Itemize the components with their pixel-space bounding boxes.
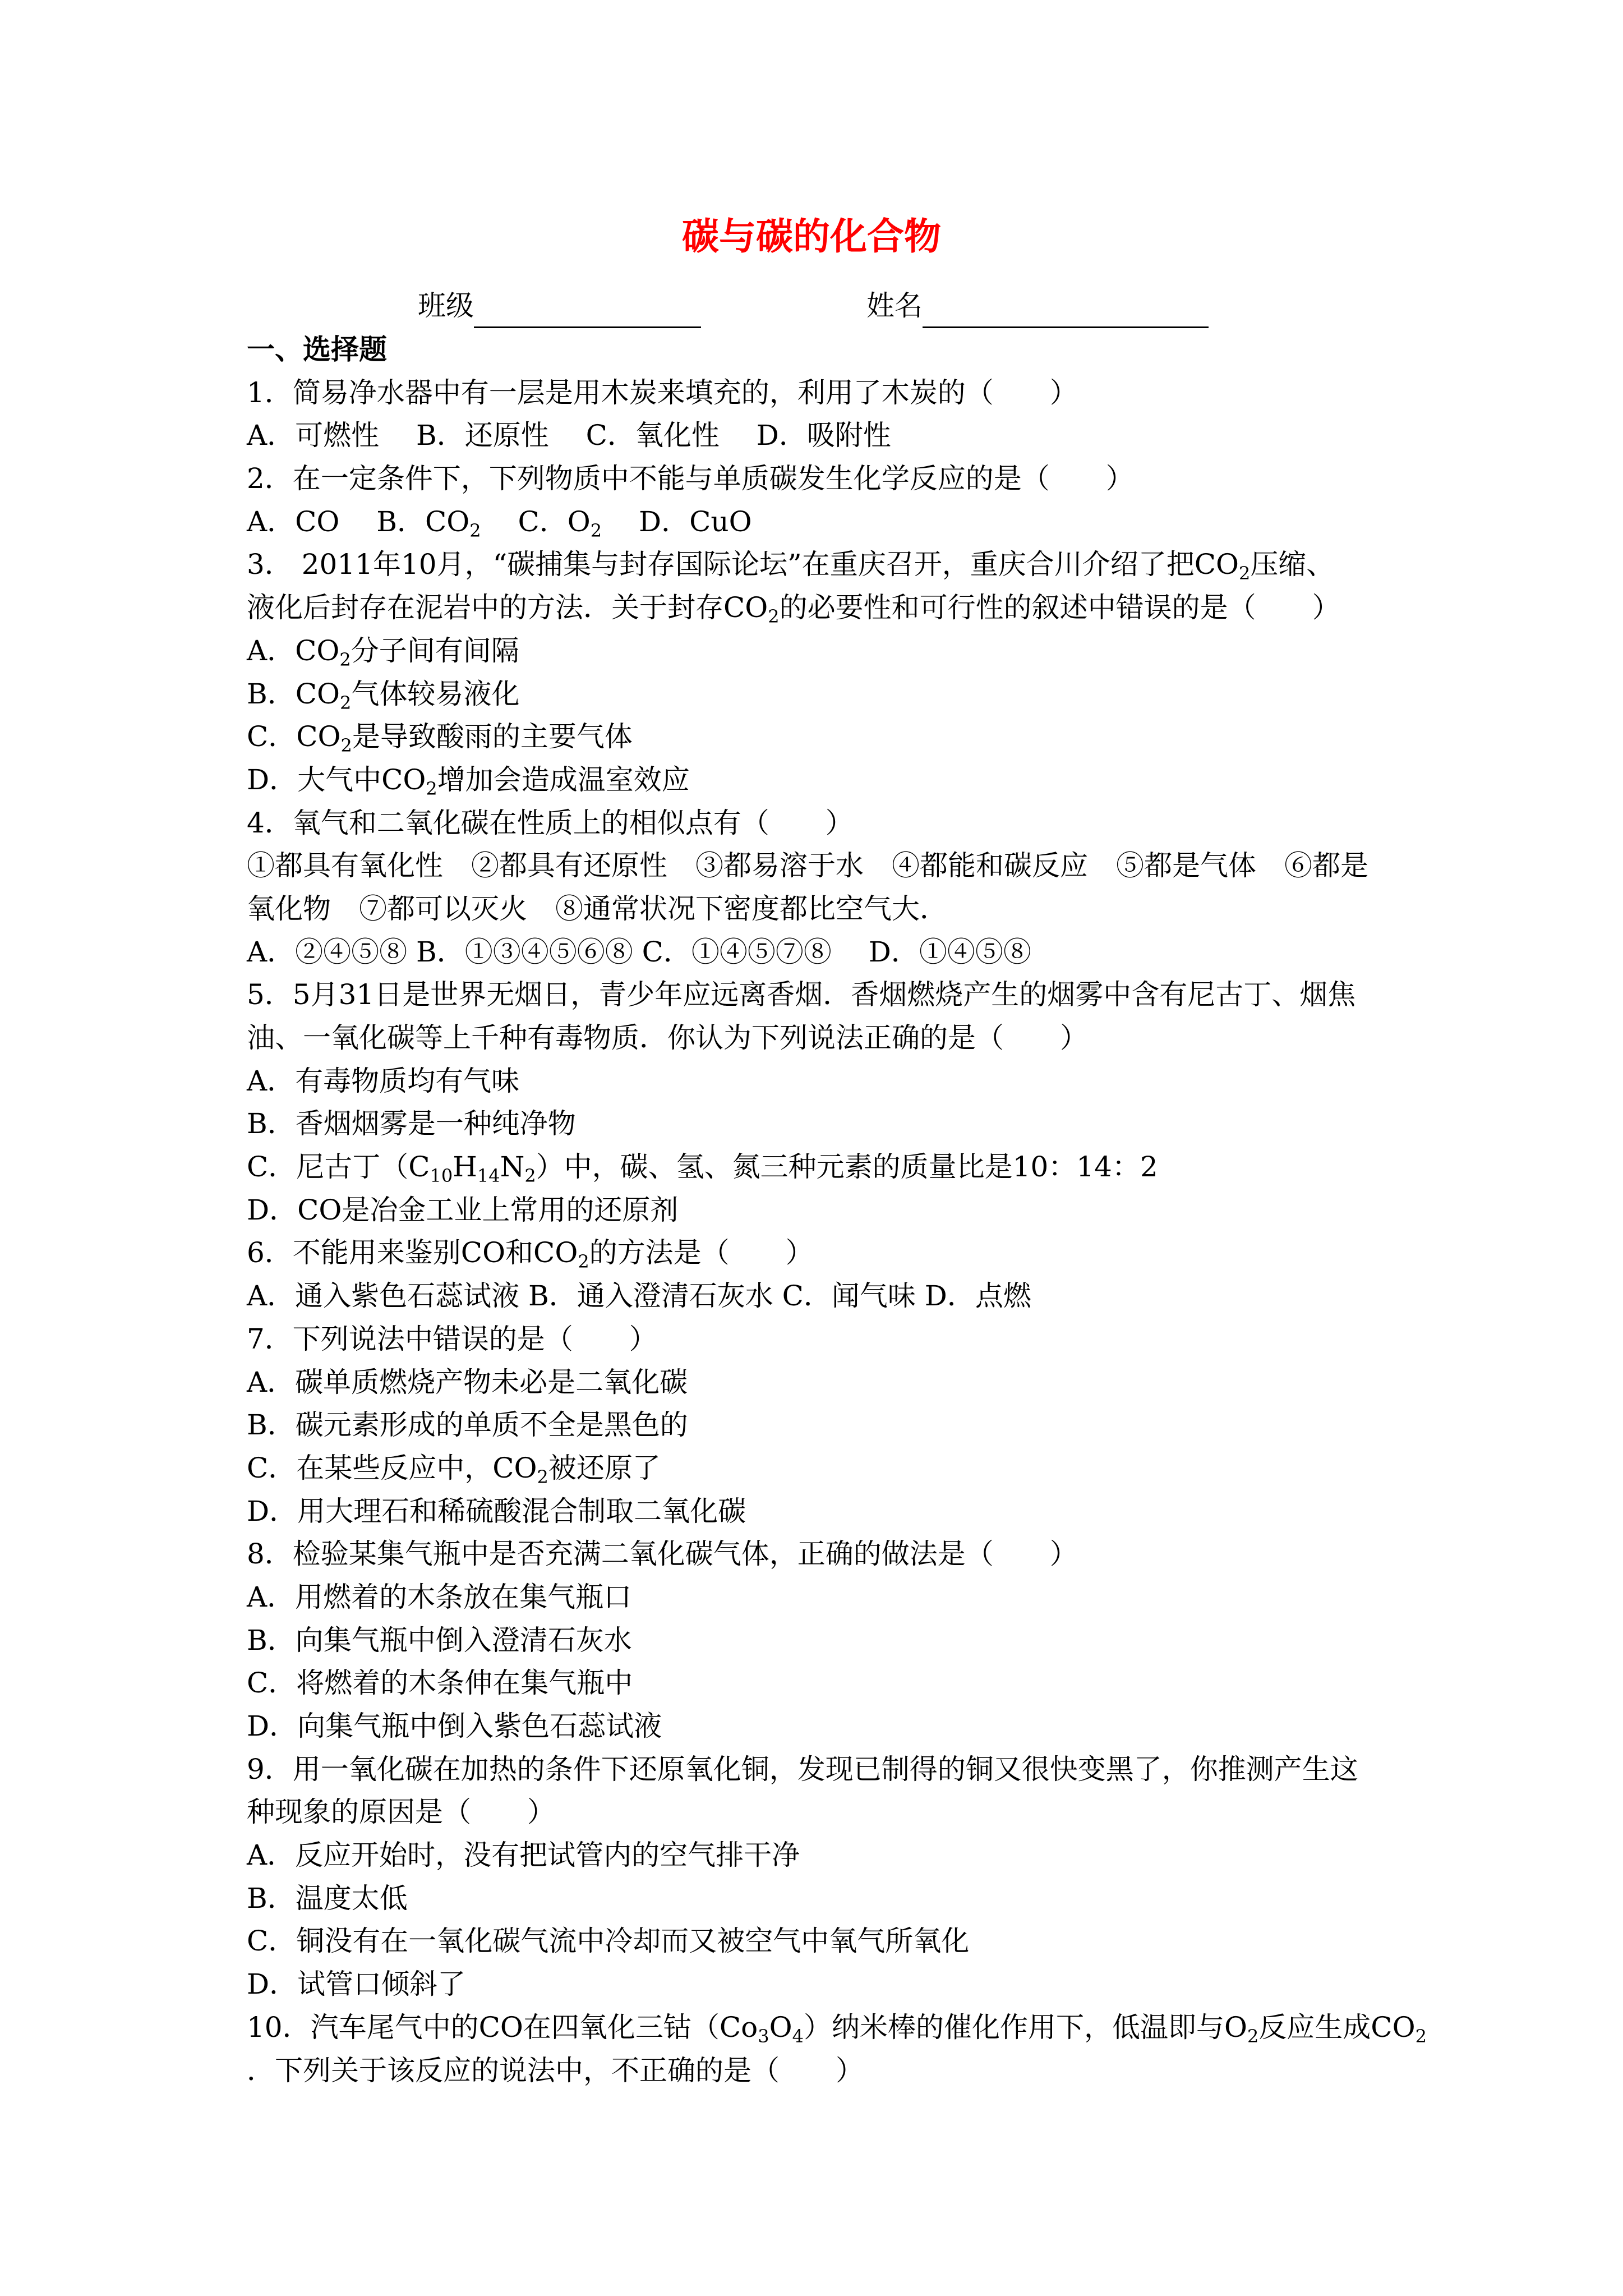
text-line: A．可燃性 B．还原性 C．氧化性 D．吸附性 bbox=[247, 419, 891, 452]
name-field bbox=[866, 283, 1209, 328]
text-line: D．大气中$CO_2$增加会造成温室效应 bbox=[247, 763, 690, 799]
text-line: 油、一氧化碳等上千种有毒物质．你认为下列说法正确的是（ ） bbox=[247, 1022, 1088, 1054]
text-line: A．通入紫色石蕊试液 B．通入澄清石灰水 C．闻气味 D．点燃 bbox=[247, 1280, 1031, 1313]
class-blank-line bbox=[474, 293, 701, 328]
text-line: ①都具有氧化性 ②都具有还原性 ③都易溶于水 ④都能和碳反应 ⑤都是气体 ⑥都是 bbox=[247, 849, 1368, 882]
text-line: A．用燃着的木条放在集气瓶口 bbox=[247, 1580, 632, 1613]
text-line: C．铜没有在一氧化碳气流中冷却而又被空气中氧气所氧化 bbox=[247, 1925, 970, 1958]
text-line: 液化后封存在泥岩中的方法．关于封存$CO_2$的必要性和可行性的叙述中错误的是（ ） bbox=[247, 591, 1340, 628]
name-label: 姓名 bbox=[866, 289, 923, 322]
text-line: B．$CO_2$气体较易液化 bbox=[247, 677, 520, 714]
text-line: 6．不能用来鉴别CO和$CO_2$的方法是（ ） bbox=[247, 1236, 814, 1273]
text-line: B．温度太低 bbox=[247, 1881, 408, 1915]
class-field bbox=[418, 283, 701, 328]
text-line: C．尼古丁$(C_{10}H_{14}N_2)$中，碳、氢、氮三种元素的质量比是10：14：2 bbox=[247, 1151, 1158, 1187]
text-line: D．向集气瓶中倒入紫色石蕊试液 bbox=[247, 1710, 662, 1742]
text-line: A．②④⑤⑧ B．①③④⑤⑥⑧ C．①④⑤⑦⑧ D．①④⑤⑧ bbox=[247, 935, 1031, 968]
question-list bbox=[247, 328, 1441, 2092]
text-line: 7．下列说法中错误的是（ ） bbox=[247, 1322, 657, 1355]
text-line: 2．在一定条件下，下列物质中不能与单质碳发生化学反应的是（ ） bbox=[247, 462, 1134, 495]
class-label: 班级 bbox=[418, 289, 474, 322]
text-line: C．在某些反应中，$CO_2$被还原了 bbox=[247, 1451, 661, 1488]
text-line: A．CO B．$CO_2$ C．$O_2$ D．CuO bbox=[247, 505, 752, 541]
text-line: ．下列关于该反应的说法中，不正确的是（ ） bbox=[247, 2054, 864, 2087]
text-line: B．香烟烟雾是一种纯净物 bbox=[247, 1107, 576, 1140]
text-line: C．将燃着的木条伸在集气瓶中 bbox=[247, 1667, 633, 1700]
text-line: 3． 2011年10月，“碳捕集与封存国际论坛”在重庆召开，重庆合川介绍了把$CO_2$压缩、 bbox=[247, 548, 1335, 585]
text-line: D．CO是冶金工业上常用的还原剂 bbox=[247, 1193, 679, 1226]
name-blank-line bbox=[923, 293, 1209, 328]
text-line: 1．简易净水器中有一层是用木炭来填充的，利用了木炭的（ ） bbox=[247, 376, 1078, 409]
text-line: D．用大理石和稀硫酸混合制取二氧化碳 bbox=[247, 1494, 746, 1527]
text-line: A．$CO_2$分子间有间隔 bbox=[247, 634, 519, 670]
text-line: A．有毒物质均有气味 bbox=[247, 1064, 520, 1097]
text-line: A．反应开始时，没有把试管内的空气排干净 bbox=[247, 1839, 800, 1872]
text-line: A．碳单质燃烧产物未必是二氧化碳 bbox=[247, 1365, 688, 1398]
text-line: 10．汽车尾气中的CO在四氧化三钴$(Co_3O_4)$纳米棒的催化作用下，低温即与$O_2$反应生成$CO_2$ bbox=[247, 2010, 1427, 2047]
text-line: 8．检验某集气瓶中是否充满二氧化碳气体，正确的做法是（ ） bbox=[247, 1538, 1078, 1571]
text-line: 氧化物 ⑦都可以灭火 ⑧通常状况下密度都比空气大． bbox=[247, 892, 948, 925]
text-line: 种现象的原因是（ ） bbox=[247, 1796, 555, 1829]
document-title: 碳与碳的化合物 bbox=[682, 215, 941, 258]
text-line: C．$CO_2$是导致酸雨的主要气体 bbox=[247, 720, 633, 757]
text-line: 9．用一氧化碳在加热的条件下还原氧化铜，发现已制得的铜又很快变黑了，你推测产生这 bbox=[247, 1752, 1358, 1786]
text-line: B．碳元素形成的单质不全是黑色的 bbox=[247, 1409, 688, 1442]
text-line: D．试管口倾斜了 bbox=[247, 1968, 466, 2001]
section-heading: 一、选择题 bbox=[247, 333, 387, 366]
text-line: B．向集气瓶中倒入澄清石灰水 bbox=[247, 1623, 632, 1657]
text-line: 5．5月31日是世界无烟日，青少年应远离香烟．香烟燃烧产生的烟雾中含有尼古丁、烟焦 bbox=[247, 978, 1356, 1011]
text-line: 4．氧气和二氧化碳在性质上的相似点有（ ） bbox=[247, 806, 854, 839]
